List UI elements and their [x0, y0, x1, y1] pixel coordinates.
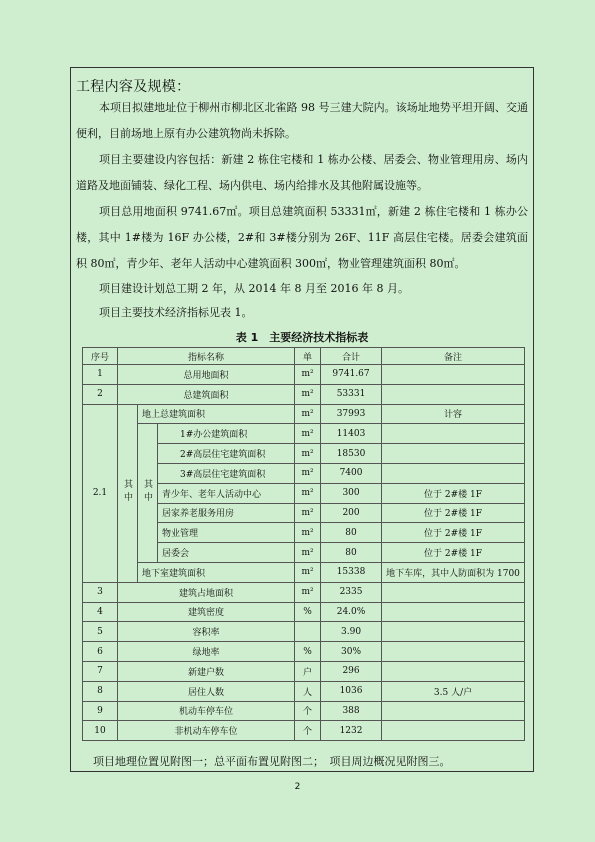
- table-row: [83, 404, 525, 424]
- row-note: [382, 721, 525, 741]
- row-total: 200: [321, 503, 382, 523]
- table-header-row: [83, 348, 525, 365]
- row-unit: m²: [295, 365, 321, 385]
- table-row: [83, 562, 525, 582]
- row-unit: m²: [295, 424, 321, 444]
- row-note: [382, 424, 525, 444]
- row-total: 80: [321, 543, 382, 563]
- row-note: [382, 602, 525, 622]
- section-heading: 工程内容及规模：: [76, 79, 191, 95]
- row-name: 容积率: [118, 622, 295, 642]
- row-note: 位于 2#楼 1F: [382, 543, 525, 563]
- row-note: [382, 384, 525, 404]
- row-name: 新建户数: [118, 661, 295, 681]
- row-unit: 人: [295, 681, 321, 701]
- table-row: [83, 622, 525, 642]
- indicator-table: [82, 347, 525, 741]
- row-unit: 个: [295, 721, 321, 741]
- row-note: [382, 582, 525, 602]
- row-name: 2#高层住宅建筑面积: [158, 444, 295, 464]
- row-unit: m²: [295, 483, 321, 503]
- group-label-inner-text: 其中: [142, 478, 152, 505]
- row-no: 6: [83, 642, 118, 662]
- row-total: 24.0%: [321, 602, 382, 622]
- paragraph-table-ref: 项目主要技术经济指标见表 1。: [99, 306, 253, 319]
- group-label-outer: [118, 404, 138, 582]
- table-row: [83, 602, 525, 622]
- row-note: [382, 701, 525, 721]
- row-name: 总建筑面积: [118, 384, 295, 404]
- row-total: 2335: [321, 582, 382, 602]
- row-name: 地下室建筑面积: [138, 562, 295, 582]
- row-total: 37993: [321, 404, 382, 424]
- table-row: [83, 424, 525, 444]
- header-total: 合计: [321, 348, 382, 365]
- row-total: 1232: [321, 721, 382, 741]
- paragraph-construction-content: 项目主要建设内容包括：新建 2 栋住宅楼和 1 栋办公楼、居委会、物业管理用房、场内道路及地面铺装、绿化工程、场内供电、场内给排水及其他附属设施等。: [76, 153, 528, 192]
- row-total: 53331: [321, 384, 382, 404]
- header-note: 备注: [382, 348, 525, 365]
- table-row: [83, 582, 525, 602]
- table-row: [83, 384, 525, 404]
- row-note: [382, 642, 525, 662]
- row-name: 居住人数: [118, 681, 295, 701]
- table-row: [83, 661, 525, 681]
- table-row: [83, 642, 525, 662]
- row-name: 绿地率: [118, 642, 295, 662]
- paragraph-location: 本项目拟建地址位于柳州市柳北区北雀路 98 号三建大院内。该场址地势平坦开阔、交通便利，目前场地上原有办公建筑物尚未拆除。: [76, 101, 528, 140]
- table-row: [83, 365, 525, 385]
- row-name: 物业管理: [158, 523, 295, 543]
- row-total: 15338: [321, 562, 382, 582]
- row-total: 30%: [321, 642, 382, 662]
- row-total: 9741.67: [321, 365, 382, 385]
- row-total: 11403: [321, 424, 382, 444]
- row-unit: %: [295, 602, 321, 622]
- appendix-reference-line: 项目地理位置见附图一；总平面布置见附图二； 项目周边概况见附图三。: [93, 755, 451, 768]
- header-indicator: 指标名称: [118, 348, 295, 365]
- row-total: 1036: [321, 681, 382, 701]
- row-name: 建筑密度: [118, 602, 295, 622]
- row-no: 3: [83, 582, 118, 602]
- row-note: 计容: [382, 404, 525, 424]
- row-unit: m²: [295, 384, 321, 404]
- row-name: 非机动车停车位: [118, 721, 295, 741]
- row-name: 3#高层住宅建筑面积: [158, 463, 295, 483]
- row-unit: m²: [295, 463, 321, 483]
- row-no: 9: [83, 701, 118, 721]
- row-name: 居家养老服务用房: [158, 503, 295, 523]
- row-name: 机动车停车位: [118, 701, 295, 721]
- row-unit: m²: [295, 404, 321, 424]
- row-total: 18530: [321, 444, 382, 464]
- row-note: 位于 2#楼 1F: [382, 523, 525, 543]
- group-label-inner: [138, 424, 158, 563]
- row-no: 1: [83, 365, 118, 385]
- row-unit: 个: [295, 701, 321, 721]
- header-unit: 单: [295, 348, 321, 365]
- row-note: [382, 622, 525, 642]
- row-unit: 户: [295, 661, 321, 681]
- row-note: 位于 2#楼 1F: [382, 483, 525, 503]
- row-no: 7: [83, 661, 118, 681]
- row-note: [382, 661, 525, 681]
- row-unit: m²: [295, 523, 321, 543]
- row-unit: m²: [295, 582, 321, 602]
- row-total: 300: [321, 483, 382, 503]
- table-row: [83, 681, 525, 701]
- row-name: 居委会: [158, 543, 295, 563]
- paragraph-areas: 项目总用地面积 9741.67㎡。项目总建筑面积 53331㎡，新建 2 栋住宅楼和 1 栋办公楼，其中 1#楼为 16F 办公楼，2#和 3#楼分别为 26F、11F 高层住宅楼。居委会建筑面积 80㎡，青少年、老年人活动中心建筑面积 300㎡，物业管理建筑面积 80㎡。: [76, 205, 528, 270]
- header-no: 序号: [83, 348, 118, 365]
- row-name: 1#办公建筑面积: [158, 424, 295, 444]
- row-name: 建筑占地面积: [118, 582, 295, 602]
- row-note: 3.5 人/户: [382, 681, 525, 701]
- row-unit: [295, 622, 321, 642]
- row-no: 10: [83, 721, 118, 741]
- row-no: 2: [83, 384, 118, 404]
- row-total: 7400: [321, 463, 382, 483]
- row-total: 296: [321, 661, 382, 681]
- row-note: [382, 463, 525, 483]
- row-unit: m²: [295, 503, 321, 523]
- row-total: 388: [321, 701, 382, 721]
- paragraph-schedule: 项目建设计划总工期 2 年，从 2014 年 8 月至 2016 年 8 月。: [99, 282, 409, 295]
- table-row: [83, 721, 525, 741]
- row-unit: %: [295, 642, 321, 662]
- row-name: 地上总建筑面积: [138, 404, 295, 424]
- row-no: 5: [83, 622, 118, 642]
- table-row: [83, 701, 525, 721]
- group-label-outer-text: 其中: [122, 478, 132, 505]
- page-number: 2: [294, 782, 301, 792]
- row-name: 青少年、老年人活动中心: [158, 483, 295, 503]
- row-total: 3.90: [321, 622, 382, 642]
- row-no: 4: [83, 602, 118, 622]
- row-unit: m²: [295, 562, 321, 582]
- row-note: [382, 365, 525, 385]
- row-no: 8: [83, 681, 118, 701]
- row-name: 总用地面积: [118, 365, 295, 385]
- row-note: 位于 2#楼 1F: [382, 503, 525, 523]
- row-no: 2.1: [83, 404, 118, 582]
- row-unit: m²: [295, 543, 321, 563]
- row-total: 80: [321, 523, 382, 543]
- row-note: [382, 444, 525, 464]
- table-caption: 表 1 主要经济技术指标表: [235, 331, 369, 344]
- row-note: 地下车库，其中人防面积为 1700: [382, 562, 525, 582]
- row-unit: m²: [295, 444, 321, 464]
